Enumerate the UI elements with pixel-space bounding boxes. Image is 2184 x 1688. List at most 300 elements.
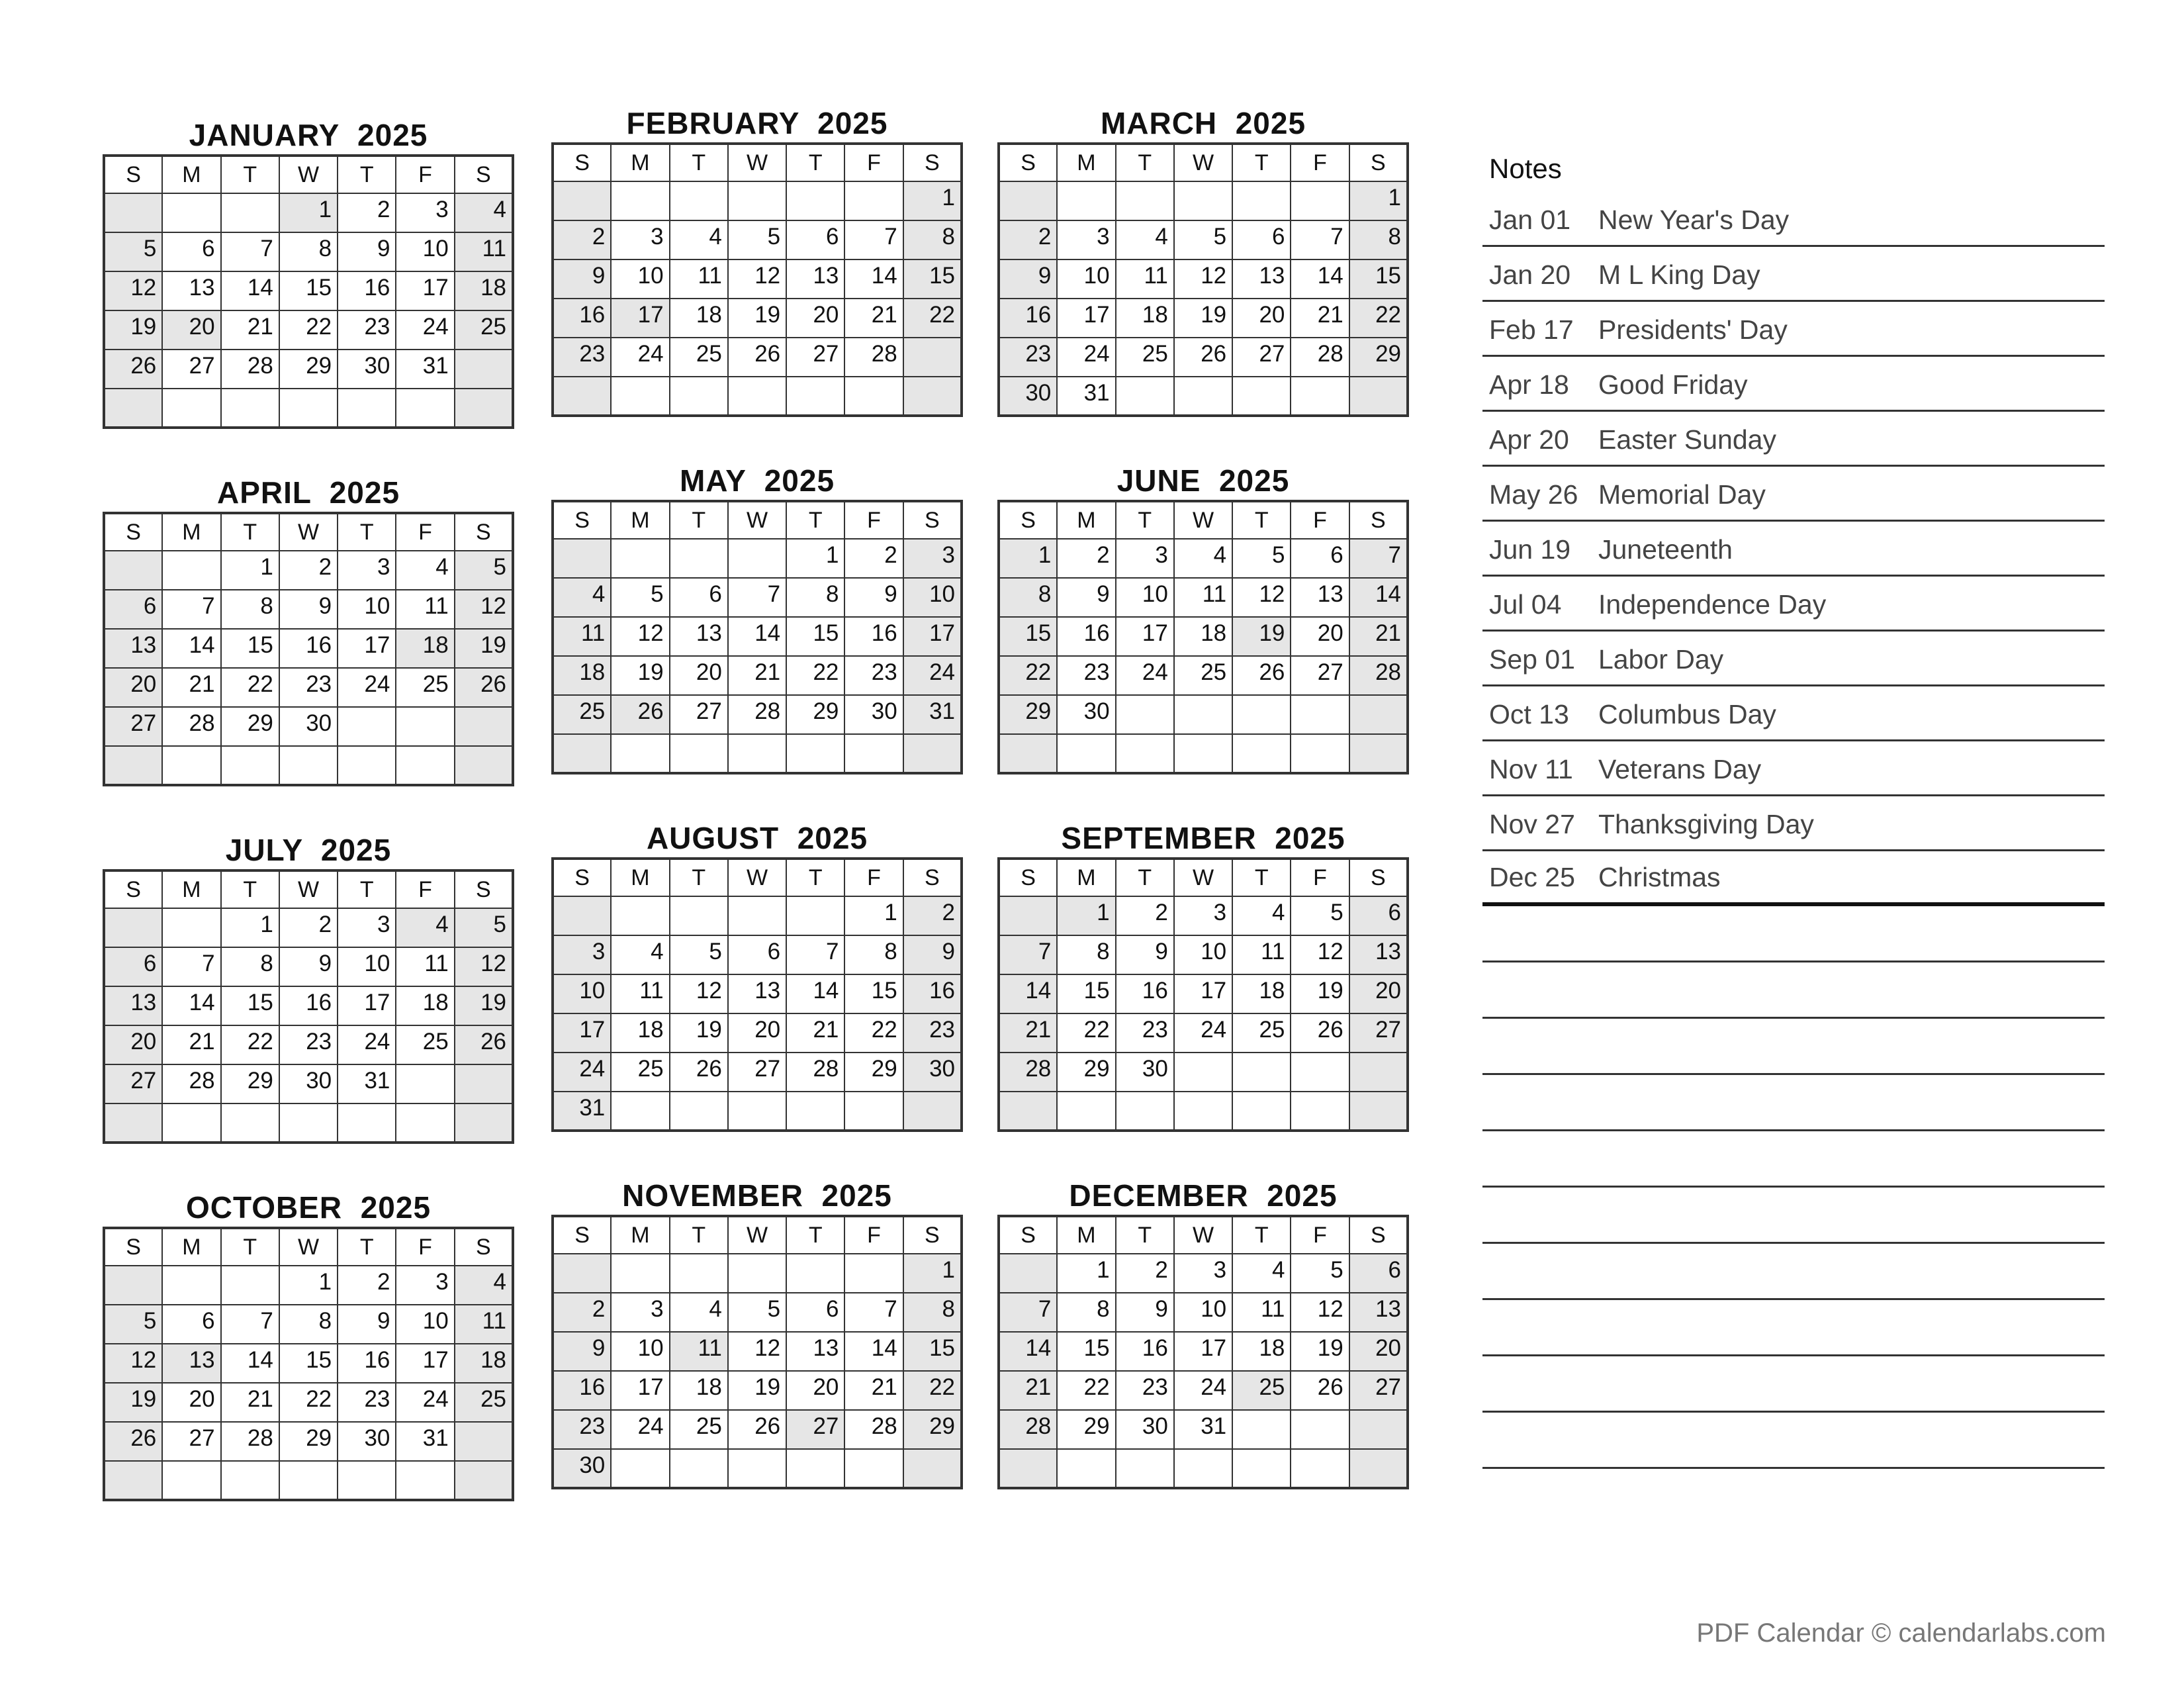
month-november [551,1176,963,1489]
holiday-name: M L King Day [1598,259,1760,290]
day-cell: 15 [1057,974,1115,1013]
weekday-header: T [221,513,279,551]
weekday-header: T [1232,501,1291,539]
day-cell: 27 [1349,1371,1408,1410]
holiday-row [1482,632,2105,686]
day-cell: 8 [221,590,279,629]
day-cell: 26 [611,695,669,734]
month-title: MARCH 2025 [1100,106,1306,140]
holiday-date: Jan 01 [1489,205,1571,235]
day-cell: 22 [903,299,962,338]
day-cell [162,389,220,428]
day-cell: 25 [455,1383,513,1422]
day-cell [611,1092,669,1131]
day-cell [611,1449,669,1488]
day-cell [221,389,279,428]
day-cell [338,707,396,746]
day-cell: 27 [1232,338,1291,377]
weekday-header: F [844,1216,903,1254]
day-cell: 7 [844,220,903,259]
holiday-row [1482,467,2105,522]
day-cell: 23 [1116,1013,1174,1053]
weekday-header: F [1291,501,1349,539]
day-cell [1232,181,1291,220]
month-title: SEPTEMBER 2025 [1061,821,1345,855]
month-grid [103,1227,514,1501]
day-cell: 28 [162,707,220,746]
day-cell [553,377,611,416]
day-cell: 21 [162,1025,220,1064]
weekday-header: W [728,144,786,181]
day-cell [455,746,513,785]
holiday-row [1482,357,2105,412]
note-line[interactable] [1482,1300,2105,1356]
day-cell: 26 [728,1410,786,1449]
weekday-header: T [1232,1216,1291,1254]
month-grid [103,154,514,429]
day-cell: 15 [221,629,279,668]
day-cell [1291,377,1349,416]
day-cell: 27 [728,1053,786,1092]
day-cell: 9 [903,935,962,974]
day-cell: 10 [1174,1293,1232,1332]
day-cell: 11 [611,974,669,1013]
day-cell: 17 [611,1371,669,1410]
day-cell: 31 [338,1064,396,1103]
day-cell [1057,734,1115,773]
holiday-row [1482,247,2105,302]
day-cell: 31 [1174,1410,1232,1449]
day-cell: 15 [279,271,338,310]
day-cell: 26 [1232,656,1291,695]
holiday-name: Columbus Day [1598,699,1776,729]
day-cell: 1 [786,539,844,578]
day-cell: 24 [1116,656,1174,695]
day-cell [1291,695,1349,734]
day-cell: 13 [162,1344,220,1383]
day-cell: 12 [728,259,786,299]
weekday-header: T [670,1216,728,1254]
day-cell: 23 [844,656,903,695]
month-title: AUGUST 2025 [646,821,868,855]
day-cell: 25 [1232,1013,1291,1053]
day-cell: 26 [104,350,162,389]
day-cell: 17 [338,986,396,1025]
day-cell: 29 [844,1053,903,1092]
day-cell: 21 [1349,617,1408,656]
day-cell: 10 [903,578,962,617]
day-cell: 30 [1057,695,1115,734]
day-cell: 17 [553,1013,611,1053]
day-cell: 28 [162,1064,220,1103]
day-cell [670,181,728,220]
day-cell [999,734,1057,773]
weekday-header: F [396,1228,454,1266]
day-cell [670,734,728,773]
day-cell [1291,1053,1349,1092]
day-cell: 3 [338,908,396,947]
day-cell: 29 [1349,338,1408,377]
day-cell [396,746,454,785]
day-cell: 25 [396,668,454,707]
day-cell: 18 [396,986,454,1025]
day-cell: 17 [903,617,962,656]
day-cell: 27 [162,350,220,389]
day-cell [1057,1449,1115,1488]
day-cell: 14 [221,271,279,310]
day-cell: 1 [903,1254,962,1293]
day-cell: 28 [221,350,279,389]
weekday-header: F [396,156,454,193]
month-grid [551,1215,963,1489]
day-cell: 18 [1174,617,1232,656]
day-cell: 8 [999,578,1057,617]
day-cell: 13 [1291,578,1349,617]
holiday-row [1482,302,2105,357]
weekday-header: M [162,870,220,908]
day-cell: 15 [903,259,962,299]
day-cell: 21 [221,310,279,350]
day-cell [903,338,962,377]
day-cell: 31 [1057,377,1115,416]
weekday-header: W [728,1216,786,1254]
month-grid [997,1215,1409,1489]
day-cell: 16 [553,299,611,338]
day-cell: 2 [279,551,338,590]
day-cell: 25 [670,338,728,377]
day-cell: 24 [903,656,962,695]
day-cell: 22 [999,656,1057,695]
day-cell: 23 [338,1383,396,1422]
day-cell [728,377,786,416]
day-cell [1174,1053,1232,1092]
day-cell: 16 [279,986,338,1025]
day-cell [844,1254,903,1293]
holiday-row [1482,412,2105,467]
note-line[interactable] [1482,1019,2105,1075]
note-line[interactable] [1482,1188,2105,1244]
day-cell: 19 [455,629,513,668]
weekday-header: W [1174,501,1232,539]
day-cell: 15 [279,1344,338,1383]
day-cell [162,1266,220,1305]
day-cell [221,1461,279,1500]
day-cell [455,389,513,428]
weekday-header: T [221,1228,279,1266]
month-title: JULY 2025 [225,833,392,867]
day-cell: 10 [611,259,669,299]
holiday-date: Feb 17 [1489,314,1574,345]
day-cell: 21 [221,1383,279,1422]
weekday-header: M [162,156,220,193]
day-cell: 12 [1291,935,1349,974]
weekday-header: S [455,870,513,908]
weekday-header: T [338,870,396,908]
day-cell: 12 [728,1332,786,1371]
day-cell: 8 [1057,1293,1115,1332]
day-cell: 23 [279,668,338,707]
holiday-date: Oct 13 [1489,699,1569,729]
day-cell: 30 [1116,1410,1174,1449]
day-cell: 20 [162,310,220,350]
day-cell: 30 [338,350,396,389]
note-line[interactable] [1482,1413,2105,1469]
day-cell [611,734,669,773]
day-cell [104,193,162,232]
note-line[interactable] [1482,1075,2105,1131]
day-cell [844,1449,903,1488]
day-cell: 2 [1116,896,1174,935]
day-cell: 16 [999,299,1057,338]
weekday-header: T [1116,144,1174,181]
day-cell: 27 [104,707,162,746]
blank-note-lines [1482,906,2105,1469]
day-cell [455,350,513,389]
day-cell: 2 [338,193,396,232]
day-cell: 5 [104,232,162,271]
day-cell: 29 [221,707,279,746]
day-cell: 2 [1116,1254,1174,1293]
day-cell: 20 [1232,299,1291,338]
day-cell [1232,734,1291,773]
holiday-name: Good Friday [1598,369,1748,400]
weekday-header: S [104,513,162,551]
day-cell: 3 [1057,220,1115,259]
day-cell [844,734,903,773]
note-line[interactable] [1482,1131,2105,1188]
day-cell [279,746,338,785]
day-cell [1291,181,1349,220]
day-cell: 2 [338,1266,396,1305]
day-cell: 26 [1174,338,1232,377]
day-cell: 22 [221,1025,279,1064]
note-line[interactable] [1482,1244,2105,1300]
day-cell: 28 [999,1053,1057,1092]
day-cell: 29 [221,1064,279,1103]
day-cell: 7 [728,578,786,617]
weekday-header: S [903,144,962,181]
day-cell: 16 [1057,617,1115,656]
day-cell: 1 [279,1266,338,1305]
day-cell: 30 [999,377,1057,416]
day-cell: 16 [1116,1332,1174,1371]
month-december [997,1176,1409,1489]
holiday-name: New Year's Day [1598,205,1790,235]
day-cell: 13 [728,974,786,1013]
day-cell: 10 [338,590,396,629]
day-cell: 6 [104,947,162,986]
day-cell [221,1103,279,1143]
weekday-header: W [728,501,786,539]
day-cell: 5 [1291,896,1349,935]
day-cell [104,746,162,785]
holiday-date: Apr 20 [1489,424,1569,455]
note-line[interactable] [1482,906,2105,962]
day-cell: 3 [611,1293,669,1332]
weekday-header: T [786,144,844,181]
day-cell: 27 [162,1422,220,1461]
day-cell [1349,377,1408,416]
weekday-header: T [221,870,279,908]
notes-title: Notes [1489,153,1562,184]
day-cell [728,734,786,773]
day-cell: 26 [1291,1013,1349,1053]
day-cell: 25 [455,310,513,350]
holiday-list [1482,192,2105,906]
day-cell: 9 [338,232,396,271]
day-cell: 24 [338,1025,396,1064]
day-cell: 17 [396,1344,454,1383]
holiday-name: Memorial Day [1598,479,1766,510]
day-cell [162,1461,220,1500]
day-cell [786,1449,844,1488]
day-cell: 19 [670,1013,728,1053]
holiday-date: Sep 01 [1489,644,1575,675]
day-cell: 25 [396,1025,454,1064]
month-title: FEBRUARY 2025 [626,106,888,140]
day-cell [903,1092,962,1131]
day-cell: 9 [1116,1293,1174,1332]
day-cell: 14 [1291,259,1349,299]
day-cell: 26 [104,1422,162,1461]
day-cell: 12 [611,617,669,656]
weekday-header: T [338,156,396,193]
holiday-name: Veterans Day [1598,754,1762,784]
weekday-header: S [903,501,962,539]
day-cell [553,734,611,773]
month-grid [103,869,514,1144]
day-cell: 19 [455,986,513,1025]
weekday-header: F [844,144,903,181]
day-cell: 10 [553,974,611,1013]
footer-credit: PDF Calendar © calendarlabs.com [1696,1618,2106,1648]
day-cell [1349,734,1408,773]
day-cell [1174,1449,1232,1488]
day-cell [104,551,162,590]
day-cell: 14 [786,974,844,1013]
day-cell [670,1449,728,1488]
day-cell [1349,1092,1408,1131]
day-cell: 26 [670,1053,728,1092]
day-cell: 9 [1116,935,1174,974]
day-cell: 8 [903,220,962,259]
day-cell: 17 [611,299,669,338]
day-cell: 6 [1232,220,1291,259]
day-cell: 6 [1349,896,1408,935]
day-cell: 28 [844,338,903,377]
day-cell: 12 [455,590,513,629]
weekday-header: S [1349,1216,1408,1254]
note-line[interactable] [1482,1356,2105,1413]
day-cell: 25 [611,1053,669,1092]
day-cell: 5 [104,1305,162,1344]
weekday-header: S [999,501,1057,539]
weekday-header: W [1174,144,1232,181]
day-cell: 27 [786,1410,844,1449]
day-cell [553,1254,611,1293]
day-cell [844,377,903,416]
day-cell: 31 [396,1422,454,1461]
day-cell [221,746,279,785]
day-cell: 31 [553,1092,611,1131]
day-cell: 4 [455,1266,513,1305]
day-cell: 19 [1291,974,1349,1013]
day-cell: 9 [844,578,903,617]
day-cell [1349,1410,1408,1449]
day-cell: 8 [844,935,903,974]
day-cell: 30 [279,1064,338,1103]
day-cell: 22 [221,668,279,707]
day-cell: 30 [279,707,338,746]
day-cell [786,896,844,935]
weekday-header: S [455,1228,513,1266]
month-january [103,116,514,429]
day-cell: 16 [844,617,903,656]
day-cell: 25 [670,1410,728,1449]
weekday-header: T [221,156,279,193]
day-cell: 12 [104,271,162,310]
day-cell [1291,734,1349,773]
day-cell: 18 [1232,974,1291,1013]
day-cell [553,539,611,578]
weekday-header: F [844,859,903,896]
day-cell: 27 [1291,656,1349,695]
day-cell: 16 [903,974,962,1013]
day-cell: 11 [396,947,454,986]
month-grid [997,500,1409,774]
day-cell: 24 [611,338,669,377]
day-cell [1349,695,1408,734]
day-cell: 2 [903,896,962,935]
weekday-header: T [670,501,728,539]
day-cell [844,181,903,220]
day-cell: 17 [396,271,454,310]
weekday-header: M [1057,144,1115,181]
day-cell: 29 [999,695,1057,734]
day-cell: 21 [844,1371,903,1410]
weekday-header: M [611,1216,669,1254]
day-cell: 12 [1291,1293,1349,1332]
day-cell: 4 [670,220,728,259]
day-cell: 5 [1232,539,1291,578]
day-cell: 10 [611,1332,669,1371]
day-cell [1116,181,1174,220]
weekday-header: F [1291,859,1349,896]
day-cell: 27 [104,1064,162,1103]
weekday-header: T [1116,1216,1174,1254]
day-cell: 25 [1232,1371,1291,1410]
weekday-header: W [279,1228,338,1266]
day-cell: 11 [670,1332,728,1371]
day-cell: 1 [844,896,903,935]
day-cell [1174,1092,1232,1131]
day-cell: 14 [221,1344,279,1383]
day-cell [999,1092,1057,1131]
day-cell [728,181,786,220]
day-cell: 1 [1349,181,1408,220]
day-cell: 19 [728,299,786,338]
weekday-header: S [903,859,962,896]
note-line[interactable] [1482,962,2105,1019]
day-cell [1116,377,1174,416]
day-cell: 18 [455,1344,513,1383]
day-cell: 5 [728,1293,786,1332]
weekday-header: W [728,859,786,896]
day-cell: 6 [1349,1254,1408,1293]
day-cell: 6 [162,1305,220,1344]
weekday-header: T [670,859,728,896]
day-cell [455,1103,513,1143]
